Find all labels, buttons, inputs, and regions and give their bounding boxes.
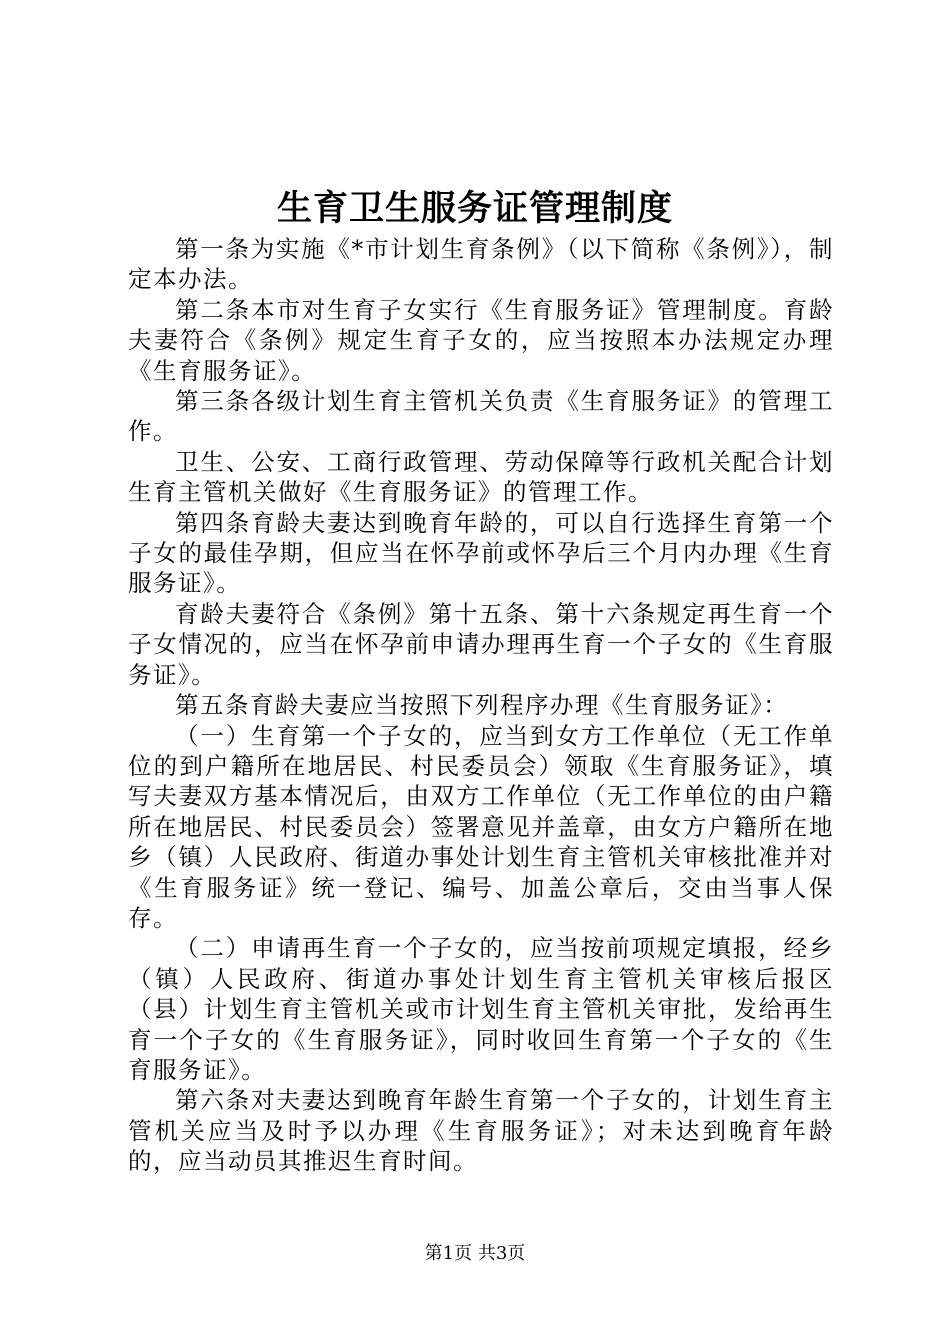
paragraph: 第六条对夫妻达到晚育年龄生育第一个子女的，计划生育主管机关应当及时予以办理《生育服务证》；对未达到晚育年龄的，应当动员其推迟生育时间。 xyxy=(128,1086,834,1176)
document-body xyxy=(128,234,834,1177)
paragraph: （二）申请再生育一个子女的，应当按前项规定填报，经乡（镇）人民政府、街道办事处计划生育主管机关审核后报区（县）计划生育主管机关或市计划生育主管机关审批，发给再生育一个子女的《生育服务证》，同时收回生育第一个子女的《生育服务证》。 xyxy=(128,934,834,1084)
paragraph: 第二条本市对生育子女实行《生育服务证》管理制度。育龄夫妻符合《条例》规定生育子女的，应当按照本办法规定办理《生育服务证》。 xyxy=(128,295,834,385)
page-number-footer: 第1页 共3页 xyxy=(424,1243,526,1264)
paragraph: （一）生育第一个子女的，应当到女方工作单位（无工作单位的到户籍所在地居民、村民委员会）领取《生育服务证》，填写夫妻双方基本情况后，由双方工作单位（无工作单位的由户籍所在地居民、村民委员会）签署意见并盖章，由女方户籍所在地乡（镇）人民政府、街道办事处计划生育主管机关审核批准并对《生育服务证》统一登记、编号、加盖公章后，交由当事人保存。 xyxy=(128,721,834,932)
paragraph: 第一条为实施《*市计划生育条例》（以下简称《条例》），制定本办法。 xyxy=(128,235,834,294)
paragraph: 卫生、公安、工商行政管理、劳动保障等行政机关配合计划生育主管机关做好《生育服务证》的管理工作。 xyxy=(128,447,834,507)
paragraph: 第四条育龄夫妻达到晚育年龄的，可以自行选择生育第一个子女的最佳孕期，但应当在怀孕前或怀孕后三个月内办理《生育服务证》。 xyxy=(128,508,834,598)
paragraph: 第五条育龄夫妻应当按照下列程序办理《生育服务证》： xyxy=(175,691,789,720)
document-title: 生育卫生服务证管理制度 xyxy=(276,188,673,229)
paragraph: 育龄夫妻符合《条例》第十五条、第十六条规定再生育一个子女情况的，应当在怀孕前申请办理再生育一个子女的《生育服务证》。 xyxy=(128,599,834,689)
paragraph: 第三条各级计划生育主管机关负责《生育服务证》的管理工作。 xyxy=(128,387,834,446)
